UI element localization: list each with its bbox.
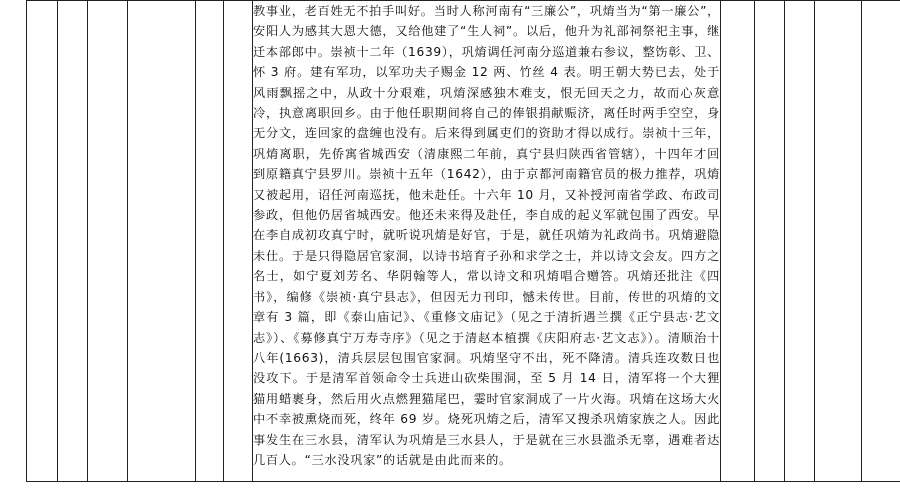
biography-paragraph: 教事业，老百姓无不拍手叫好。当时人称河南有“三廉公”，巩焴当为“第一廉公”，安阳人为感其大恩大德，又给他建了“生人祠”。以后，他升为礼部祠祭祀主事，继迁本部郎中。崇祯十二年（1639），巩焴调任河南分巡道兼右参议，整饬彰、卫、怀 3 府。建有军功，以军功夫子赐金 12 两、竹丝 4 表。明王朝大势已去，处于风雨飘摇之中，从政十分艰难，巩焴深感独木难支，恨无回天之力，故而心灰意冷，执意离职回乡。由于他任职期间将自己的俸银捐献赈济，离任时两手空空，身无分文，连回家的盘缠也没有。后来得到属吏们的资助才得以成行。崇祯十三年，巩焴离职，先侨寓省城西安（清康熙二年前，真宁县归陕西省管辖），十四年才回到原籍真宁县罗川。崇祯十五年（1642），由于京都河南籍官员的极力推荐，巩焴又被起用，诏任河南巡抚，他未赴任。十六年 10 月，又补授河南省学政、布政司参政，但他仍居省城西安。他还未来得及赴任，李自成的起义军就包围了西安。早在李自成初攻真宁时，就听说巩焴是好官，于是，就任巩焴为礼政尚书。巩焴避隐未仕。于是只得隐居官家洞，以诗书培育子孙和求学之士，并以诗文会友。四方之名士，如宁夏刘芳名、华阴翰等人，常以诗文和巩焴唱合赠答。巩焴还批注《四书》，编修《崇祯·真宁县志》，但因无力刊印，憾未传世。目前，传世的巩焴的文章有 3 篇，即《泰山庙记》、《重修文庙记》（见之于清折遇兰撰《正宁县志·艺文志》）、《募修真宁万寿寺序》（见之于清赵本植撰《庆阳府志·艺文志》）。清顺治十八年(1663)，清兵层层包围官家洞。巩焴坚守不出，死不降清。清兵连攻数日也没攻下。于是清军首领命令士兵进山砍柴围洞，至 5 月 14 日，清军将一个大狸猫用蜡裹身，然后用火点燃狸猫尾巴，霎时官家洞成了一片火海。巩焴在这场大火中不幸被熏烧而死，终年 69 岁。烧死巩焴之后，清军又搜杀巩焴家族之人。因此事发生在三水县，清军认为巩焴是三水县人，于是就在三水县滥杀无辜，遇难者达几百人。“三水没巩家”的话就是由此而来的。: [253, 4, 720, 467]
empty-cell-2: [58, 1, 88, 482]
empty-cell-12: [862, 1, 900, 482]
empty-cell-1: [27, 1, 58, 482]
empty-cell-5: [196, 1, 224, 482]
empty-cell-6: [224, 1, 253, 482]
empty-cell-10: [785, 1, 815, 482]
empty-cell-8: [721, 1, 755, 482]
biography-text-cell: [253, 1, 721, 482]
empty-cell-9: [755, 1, 785, 482]
empty-cell-11: [815, 1, 862, 482]
document-table: [26, 0, 900, 482]
empty-cell-4: [128, 1, 196, 482]
empty-cell-3: [88, 1, 128, 482]
